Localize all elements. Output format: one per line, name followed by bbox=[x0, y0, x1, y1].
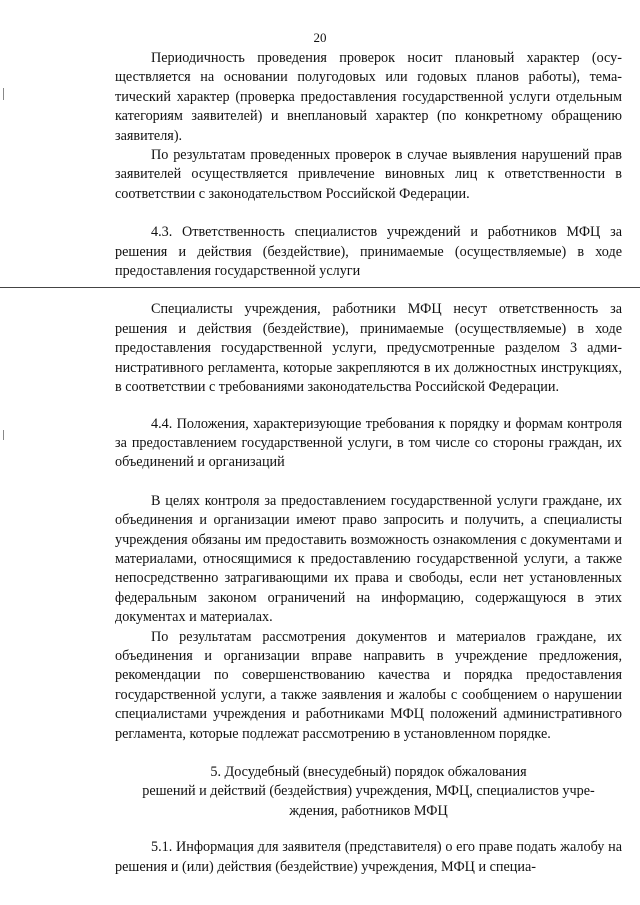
paragraph-appeal-information: 5.1. Информация для заявителя (представителя) о его праве подать жалобу на решения и (или) действия (бездействие) учреждения, МФЦ и специа- bbox=[115, 839, 622, 875]
paragraph-specialists-responsibility: Специалисты учреждения, работники МФЦ несут ответственность за решения и действия (бездействие), принимаемые (осуществляемые) в ходе предоставления государственной услуги, предусмотренные разделом 3 административного регламента, которые закрепляются в их должностных инструкциях, в соответствии с требованиями законодательства Российской Федерации. bbox=[115, 301, 622, 396]
section-5-heading-line: решений и действий (бездействия) учреждения, МФЦ, специалистов учре- bbox=[142, 783, 595, 800]
section-5-heading-line: 5. Досудебный (внесудебный) порядок обжалования bbox=[210, 764, 527, 780]
paragraph-citizen-control: В целях контроля за предоставлением государственной услуги граждане, их объединения и организации имеют право запросить и получить, а специалисты учреждения обязаны им предоставить возможность ознакомления с документами и материалами, относящимися к предоставлению государственной услуги, а также непосредственно затрагивающими их права и свободы, если нет установленных федеральным законом ограничений на информацию, содержащуюся в этих документах и материалах. bbox=[115, 492, 622, 626]
page-number: 20 bbox=[313, 30, 327, 45]
paragraph-inspection-periodicity: Периодичность проведения проверок носит плановый характер (осуществляется на основании полугодовых или годовых планов работы), тематический характер (проверка предоставления государственной услуги отдельным категориям заявителей) и внеплановый характер (по конкретному обращению заявителя). bbox=[115, 50, 622, 144]
subsection-4-4-title: 4.4. Положения, характеризующие требования к порядку и формам контроля за предоставлением государственной услуги, в том числе со стороны граждан, их объединений и организаций bbox=[115, 415, 622, 471]
section-5-heading bbox=[115, 763, 622, 821]
section-5-heading-line: ждения, работников МФЦ bbox=[289, 802, 448, 819]
paragraph-inspection-results: По результатам проведенных проверок в случае выявления нарушений прав заявителей осуществляется привлечение виновных лиц к ответственности в соответствии с законодательством Российской Федерации. bbox=[115, 147, 622, 202]
scan-edge-mark bbox=[3, 430, 4, 440]
paragraph-review-results: По результатам рассмотрения документов и материалов граждане, их объединения и организации вправе направить в учреждение предложения, рекомендации по совершенствованию качества и порядка предоставления государственной услуги, а также заявления и жалобы с сообщением о нарушении специалистами учреждения и работниками МФЦ положений административного регламента, которые подлежат рассмотрению в установленном порядке. bbox=[115, 628, 622, 742]
scan-edge-mark bbox=[3, 88, 4, 100]
subsection-4-3-title: 4.3. Ответственность специалистов учреждений и работников МФЦ за решения и действия (бездействие), принимаемые (осуществляемые) в ходе предоставления государственной услуги bbox=[115, 224, 622, 280]
document-body bbox=[115, 49, 622, 877]
